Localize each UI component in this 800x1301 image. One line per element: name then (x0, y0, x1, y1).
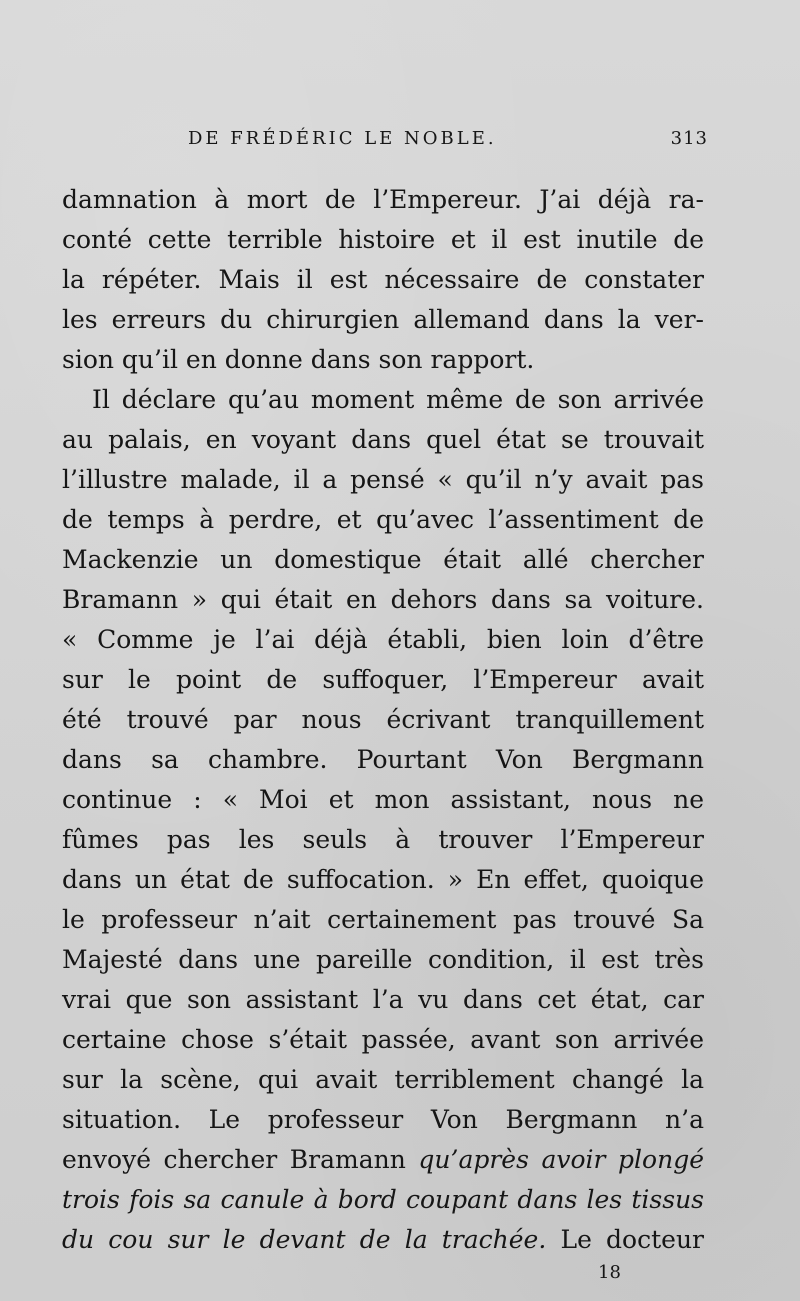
signature-mark: 18 (598, 1262, 621, 1283)
text-line: l’illustre malade, il a pensé « qu’il n’y avait pas (62, 465, 704, 494)
text-line: dans un état de suffocation. » En effet, quoique (62, 865, 704, 894)
text-line: dans sa chambre. Pourtant Von Bergmann (62, 745, 704, 774)
text-line-mixed (62, 1220, 704, 1260)
text-line: sur la scène, qui avait terriblement changé la (62, 1065, 704, 1094)
text-roman: envoyé chercher Bramann (62, 1145, 419, 1174)
text-line: été trouvé par nous écrivant tranquillement (62, 705, 704, 734)
body-text (62, 180, 704, 1260)
text-line: les erreurs du chirurgien allemand dans la ver- (62, 305, 704, 334)
text-line: au palais, en voyant dans quel état se trouvait (62, 425, 704, 454)
text-italic: du cou sur le devant de la trachée. (62, 1225, 547, 1254)
text-line: certaine chose s’était passée, avant son arrivée (62, 1025, 704, 1054)
text-line-mixed (62, 1140, 704, 1180)
text-line: vrai que son assistant l’a vu dans cet état, car (62, 985, 704, 1014)
text-line: sion qu’il en donne dans son rapport. (62, 345, 535, 374)
text-line: Il déclare qu’au moment même de son arrivée (92, 385, 704, 414)
text-line: « Comme je l’ai déjà établi, bien loin d’être (62, 625, 704, 654)
page-number: 313 (670, 128, 708, 149)
text-line: de temps à perdre, et qu’avec l’assentiment de (62, 505, 704, 534)
text-line: sur le point de suffoquer, l’Empereur avait (62, 665, 704, 694)
text-italic: qu’après avoir plongé (418, 1145, 705, 1174)
text-line: Mackenzie un domestique était allé chercher (62, 545, 704, 574)
text-line: la répéter. Mais il est nécessaire de constater (62, 265, 704, 294)
running-head-title: DE FRÉDÉRIC LE NOBLE. (188, 128, 497, 149)
text-roman: Le docteur (546, 1225, 704, 1254)
text-line: continue : « Moi et mon assistant, nous ne (62, 785, 704, 814)
text-line-italic: trois fois sa canule à bord coupant dans les tissus (62, 1185, 704, 1214)
text-line: conté cette terrible histoire et il est inutile de (62, 225, 704, 254)
text-line: le professeur n’ait certainement pas trouvé Sa (62, 905, 704, 934)
text-line: damnation à mort de l’Empereur. J’ai déjà ra- (62, 185, 704, 214)
running-head (188, 128, 708, 162)
text-line: Bramann » qui était en dehors dans sa voiture. (62, 585, 704, 614)
text-line: situation. Le professeur Von Bergmann n’a (62, 1105, 704, 1134)
text-line: Majesté dans une pareille condition, il est très (62, 945, 704, 974)
text-line: fûmes pas les seuls à trouver l’Empereur (62, 825, 704, 854)
